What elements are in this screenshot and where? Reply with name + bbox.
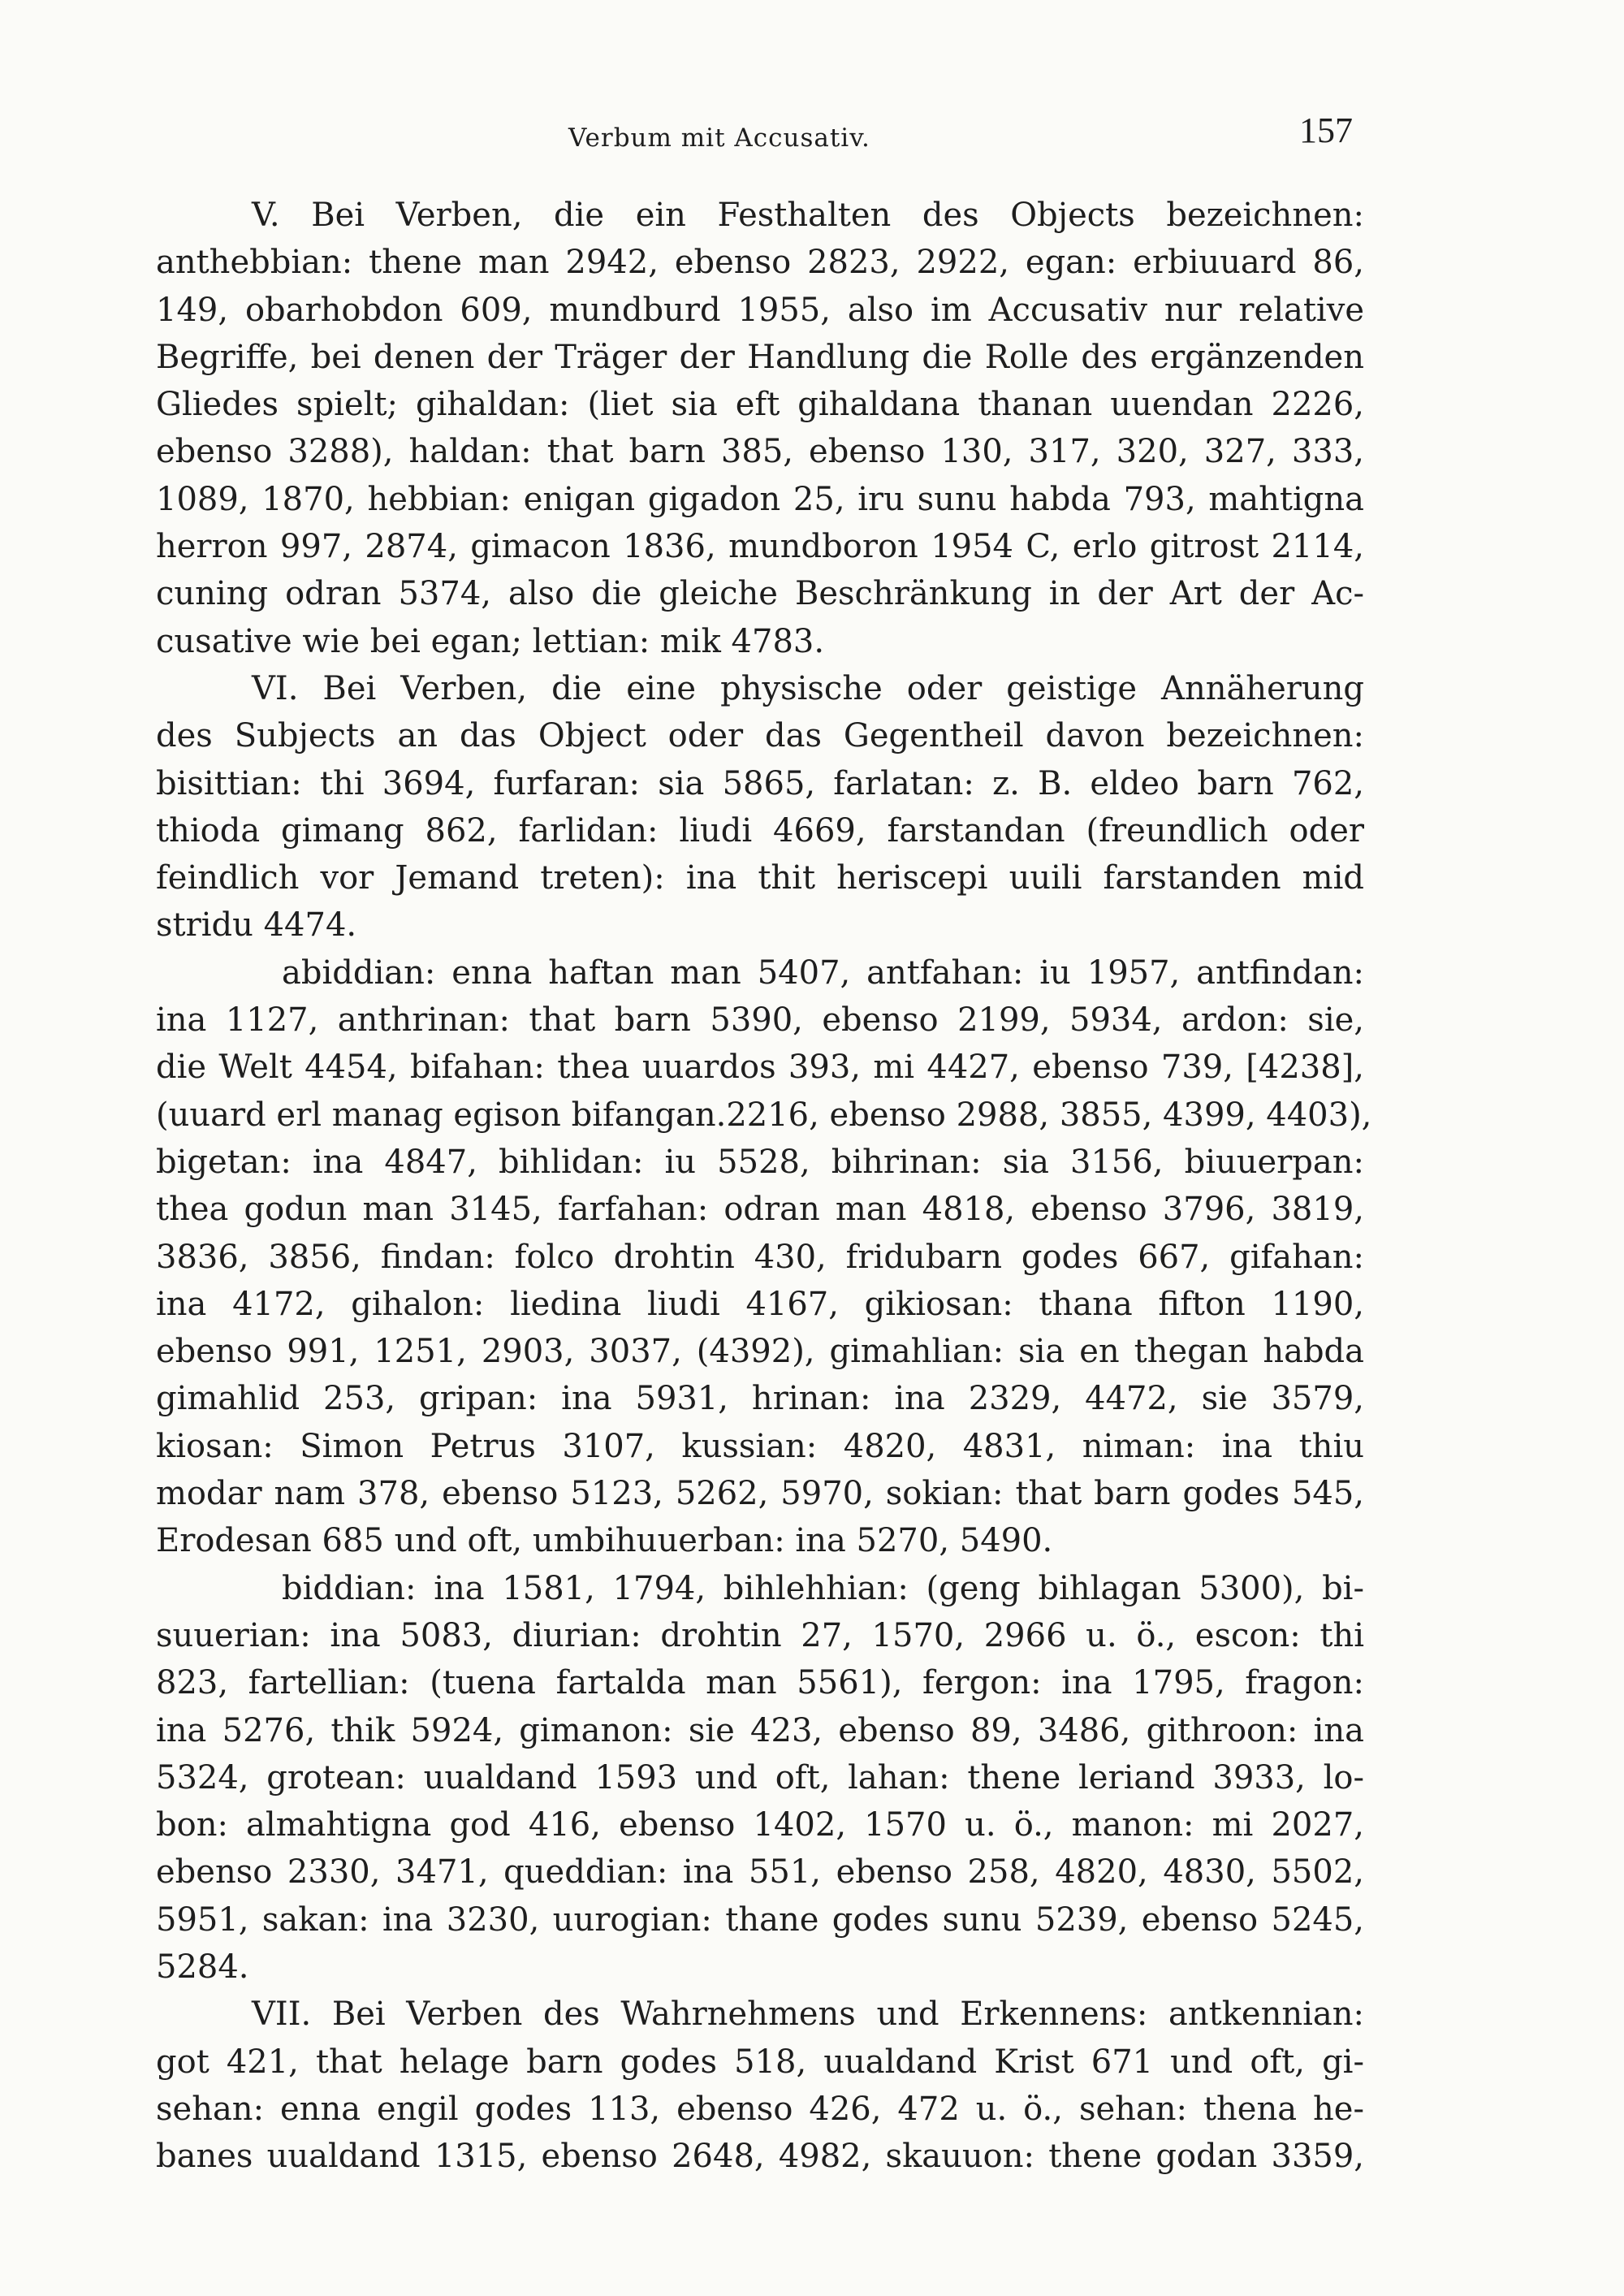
text-line: stridu 4474. xyxy=(156,906,357,945)
text-line: 3836, 3856, findan: folco drohtin 430, fridubarn godes 667, gifahan: xyxy=(156,1238,1364,1276)
text-line: got 421, that helage barn godes 518, uualdand Krist 671 und oft, gi- xyxy=(156,2043,1364,2081)
text-line: suuerian: ina 5083, diurian: drohtin 27, 1570, 2966 u. ö., escon: thi xyxy=(156,1616,1364,1654)
text-line: Erodesan 685 und oft, umbihuuerban: ina 5270, 5490. xyxy=(156,1522,1053,1560)
text-line: (uuard erl manag egison bifangan.2216, ebenso 2988, 3855, 4399, 4403), xyxy=(156,1096,1372,1134)
text-line: 823, fartellian: (tuena fartalda man 5561), fergon: ina 1795, fragon: xyxy=(156,1664,1364,1702)
text-line: 5284. xyxy=(156,1948,249,1986)
text-line: 1089, 1870, hebbian: enigan gigadon 25, iru sunu habda 793, mahtigna xyxy=(156,480,1364,518)
text-line: 149, obarhobdon 609, mundburd 1955, also im Accusativ nur relative xyxy=(156,291,1364,329)
text-line: 5324, grotean: uualdand 1593 und oft, lahan: thene leriand 3933, lo- xyxy=(156,1758,1364,1797)
paragraph-vi xyxy=(156,665,1364,949)
text-line: herron 997, 2874, gimacon 1836, mundboron 1954 C, erlo gitrost 2114, xyxy=(156,528,1364,566)
text-line: feindlich vor Jemand treten): ina thit heriscepi uuili farstanden mid xyxy=(156,859,1364,897)
text-line: VII. Bei Verben des Wahrnehmens und Erkennens: antkennian: xyxy=(252,1995,1364,2034)
text-line: gimahlid 253, gripan: ina 5931, hrinan: ina 2329, 4472, sie 3579, xyxy=(156,1380,1364,1418)
text-line: sehan: enna engil godes 113, ebenso 426, 472 u. ö., sehan: thena he- xyxy=(156,2090,1364,2128)
running-head: Verbum mit Accusativ. xyxy=(568,123,870,153)
text-line: ina 1127, anthrinan: that barn 5390, ebenso 2199, 5934, ardon: sie, xyxy=(156,1001,1364,1040)
paragraph-abiddian xyxy=(156,949,1372,1565)
body-text xyxy=(156,192,1372,2180)
text-line: ina 5276, thik 5924, gimanon: sie 423, ebenso 89, 3486, githroon: ina xyxy=(156,1711,1364,1749)
text-line: ebenso 991, 1251, 2903, 3037, (4392), gimahlian: sia en thegan habda xyxy=(156,1333,1364,1371)
text-line: bisittian: thi 3694, furfaran: sia 5865, farlatan: z. B. eldeo barn 762, xyxy=(156,764,1364,802)
text-line: 5951, sakan: ina 3230, uurogian: thane godes sunu 5239, ebenso 5245, xyxy=(156,1900,1364,1939)
paragraph-v xyxy=(156,192,1364,665)
text-line: ebenso 3288), haldan: that barn 385, ebenso 130, 317, 320, 327, 333, xyxy=(156,433,1364,471)
text-line: ina 4172, gihalon: liedina liudi 4167, gikiosan: thana fifton 1190, xyxy=(156,1285,1364,1323)
text-line: modar nam 378, ebenso 5123, 5262, 5970, sokian: that barn godes 545, xyxy=(156,1475,1364,1513)
text-line: Begriffe, bei denen der Träger der Handlung die Rolle des ergänzenden xyxy=(156,338,1364,376)
text-line: anthebbian: thene man 2942, ebenso 2823, 2922, egan: erbiuuard 86, xyxy=(156,244,1364,282)
text-line: bigetan: ina 4847, bihlidan: iu 5528, bihrinan: sia 3156, biuuerpan: xyxy=(156,1143,1364,1181)
text-line: bon: almahtigna god 416, ebenso 1402, 1570 u. ö., manon: mi 2027, xyxy=(156,1806,1364,1844)
text-line: V. Bei Verben, die ein Festhalten des Objects bezeichnen: xyxy=(252,197,1364,234)
paragraph-biddian xyxy=(156,1565,1364,1991)
text-line: abiddian: enna haftan man 5407, antfahan: iu 1957, antfindan: xyxy=(282,953,1364,992)
text-line: ebenso 2330, 3471, queddian: ina 551, ebenso 258, 4820, 4830, 5502, xyxy=(156,1853,1364,1892)
text-line: thioda gimang 862, farlidan: liudi 4669, farstandan (freundlich oder xyxy=(156,811,1364,850)
paragraph-vii xyxy=(156,1991,1364,2180)
text-line: kiosan: Simon Petrus 3107, kussian: 4820, 4831, niman: ina thiu xyxy=(156,1427,1364,1465)
text-line: cuning odran 5374, also die gleiche Beschränkung in der Art der Ac- xyxy=(156,575,1364,613)
text-line: des Subjects an das Object oder das Gegentheil davon bezeichnen: xyxy=(156,717,1364,755)
text-line: biddian: ina 1581, 1794, bihlehhian: (geng bihlagan 5300), bi- xyxy=(282,1569,1364,1607)
text-line: VI. Bei Verben, die eine physische oder geistige Annäherung xyxy=(252,669,1364,707)
text-line: thea godun man 3145, farfahan: odran man 4818, ebenso 3796, 3819, xyxy=(156,1191,1364,1229)
page-number: 157 xyxy=(1299,110,1353,150)
text-line: banes uualdand 1315, ebenso 2648, 4982, skauuon: thene godan 3359, xyxy=(156,2138,1364,2176)
text-line: Gliedes spielt; gihaldan: (liet sia eft gihaldana thanan uuendan 2226, xyxy=(156,386,1364,424)
text-line: die Welt 4454, bifahan: thea uuardos 393, mi 4427, ebenso 739, [4238], xyxy=(156,1049,1364,1087)
text-line: cusative wie bei egan; lettian: mik 4783. xyxy=(156,622,825,660)
